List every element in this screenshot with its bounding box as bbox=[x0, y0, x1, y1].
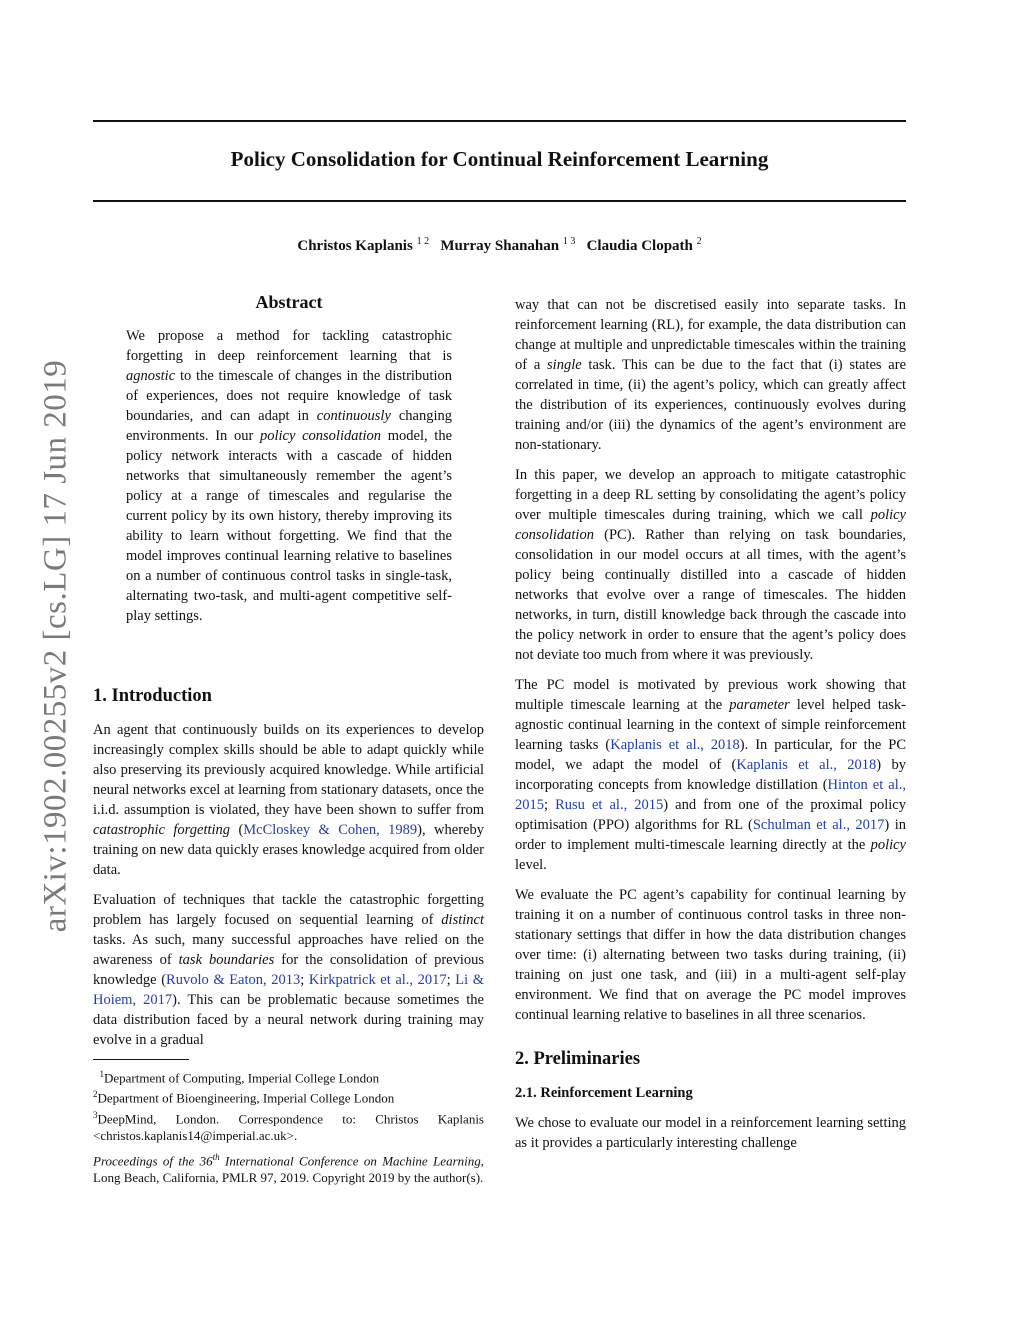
citation-link[interactable]: Kaplanis et al., 2018 bbox=[610, 737, 740, 753]
intro-paragraph: In this paper, we develop an approach to mitigate catastrophic forgetting in a deep RL setting by consolidating the agent’s policy over multiple timescales during training, which we call policy consolidation (PC). Rather than relying on task boundaries, consolidation in our model occurs at all times, with the agent’s policy being continually distilled into a cascade of hidden networks that evolve over a range of timescales. The hidden networks, in turn, distill knowledge back through the cascade into the policy network in order to ensure that the agent’s policy does not deviate too much from where it was previously. bbox=[515, 467, 906, 663]
citation-link[interactable]: Kirkpatrick et al., 2017 bbox=[308, 972, 447, 988]
author-affiliation: 2 bbox=[696, 236, 702, 247]
prelim-paragraph: We chose to evaluate our model in a reinforcement learning setting as it provides a particularly interesting challenge bbox=[515, 1115, 906, 1151]
abstract-paragraph: We propose a method for tackling catastrophic forgetting in deep reinforcement learning that is agnostic to the timescale of changes in the distribution of experiences, does not require knowledge of task boundaries, and can adapt in continuously changing environments. In our policy consolidation model, the policy network interacts with a cascade of hidden networks that simultaneously remember the agent’s policy at a range of timescales and regularise the current policy by its own history, thereby improving its ability to learn without forgetting. We find that the model improves continual learning relative to baselines on a number of continuous control tasks in single-task, alternating two-task, and multi-agent competitive self-play settings. bbox=[126, 328, 452, 624]
intro-paragraph: The PC model is motivated by previous work showing that multiple timescale learning at the parameter level helped task-agnostic continual learning in the context of simple reinforcement learning tasks (Kaplanis et al., 2018). In particular, for the PC model, we adapt the model of (Kaplanis et al., 2018) by incorporating concepts from knowledge distillation (Hinton et al., 2015; Rusu et al., 2015) and from one of the proximal policy optimisation (PPO) algorithms for RL (Schulman et al., 2017) in order to implement multi-timescale learning directly at the policy level. bbox=[515, 677, 907, 873]
author-name: Claudia Clopath bbox=[586, 238, 693, 254]
footnotes bbox=[93, 1066, 484, 1144]
citation-link[interactable]: McCloskey & Cohen, 1989 bbox=[243, 822, 418, 838]
citation-link[interactable]: Li & Hoiem, 2017 bbox=[93, 972, 485, 1008]
subsection-heading-rl: 2.1. Reinforcement Learning bbox=[515, 1085, 693, 1101]
title-bottom-rule bbox=[93, 200, 906, 202]
footnote: $^3$DeepMind, London. Correspondence to: Christos Kaplanis <christos.kaplanis14@imperial.ac.uk>. bbox=[93, 1109, 484, 1143]
left-column-body bbox=[93, 686, 484, 1060]
citation-link[interactable]: Schulman et al., 2017 bbox=[752, 817, 885, 833]
author-name: Murray Shanahan bbox=[440, 238, 560, 254]
proceedings-note: Proceedings of the 36th International Conference on Machine Learning, Long Beach, California, PMLR 97, 2019. Copyright 2019 by the author(s). bbox=[93, 1152, 484, 1186]
right-column-body bbox=[515, 295, 906, 1163]
citation-link[interactable]: Ruvolo & Eaton, 2013 bbox=[166, 972, 301, 988]
footnote: $^2$Department of Bioengineering, Imperial College London bbox=[93, 1089, 395, 1106]
citation-link[interactable]: Hinton et al., 2015 bbox=[515, 777, 906, 813]
intro-paragraph: An agent that continuously builds on its experiences to develop increasingly complex skills should be able to adapt quickly while also preserving its previously acquired knowledge. While artificial neural networks excel at learning from stationary datasets, once the i.i.d. assumption is violated, they have been shown to suffer from catastrophic forgetting (McCloskey & Cohen, 1989), whereby training on new data quickly erases knowledge acquired from older data. bbox=[93, 722, 484, 878]
arxiv-sidebar-stamp: arXiv:1902.00255v2 [cs.LG] 17 Jun 2019 bbox=[37, 359, 74, 933]
intro-paragraph: Evaluation of techniques that tackle the catastrophic forgetting problem has largely focused on sequential learning of distinct tasks. As such, many successful approaches have relied on the awareness of task boundaries for the consolidation of previous knowledge (Ruvolo & Eaton, 2013; Kirkpatrick et al., 2017; Li & Hoiem, 2017). This can be problematic because sometimes the data distribution faced by a neural network during training may evolve in a gradual bbox=[93, 892, 485, 1048]
author-list bbox=[93, 236, 906, 255]
author-name: Christos Kaplanis bbox=[297, 238, 413, 254]
abstract-body bbox=[126, 326, 452, 636]
title-top-rule bbox=[93, 120, 906, 122]
footnote-rule bbox=[93, 1059, 189, 1060]
citation-link[interactable]: Kaplanis et al., 2018 bbox=[736, 757, 877, 773]
author-affiliation: 1 2 bbox=[416, 236, 430, 247]
author-affiliation: 1 3 bbox=[562, 236, 576, 247]
intro-paragraph: way that can not be discretised easily into separate tasks. In reinforcement learning (RL), for example, the data distribution can change at multiple and unpredictable timescales within the training of a single task. This can be due to the fact that (i) states are correlated in time, (ii) the agent’s policy, which can greatly affect the distribution of its experiences, continuously evolves during training and/or (iii) the dynamics of the agent’s environment are non-stationary. bbox=[515, 297, 907, 453]
intro-paragraph: We evaluate the PC agent’s capability for continual learning by training it on a number of continuous control tasks in three non-stationary settings that differ in how the data distribution changes over time: (i) alternating between two tasks during training, (ii) training on just one task, and (iii) in a multi-agent self-play environment. We find that on average the PC model improves continual learning relative to baselines in all three scenarios. bbox=[515, 887, 906, 1023]
paper-title: Policy Consolidation for Continual Reinforcement Learning bbox=[230, 147, 769, 171]
section-heading-preliminaries: 2. Preliminaries bbox=[515, 1049, 641, 1069]
footnote: $^1$Department of Computing, Imperial College London bbox=[99, 1069, 380, 1086]
section-heading-introduction: 1. Introduction bbox=[93, 686, 212, 706]
abstract-heading: Abstract bbox=[255, 292, 323, 312]
citation-link[interactable]: Rusu et al., 2015 bbox=[555, 797, 664, 813]
